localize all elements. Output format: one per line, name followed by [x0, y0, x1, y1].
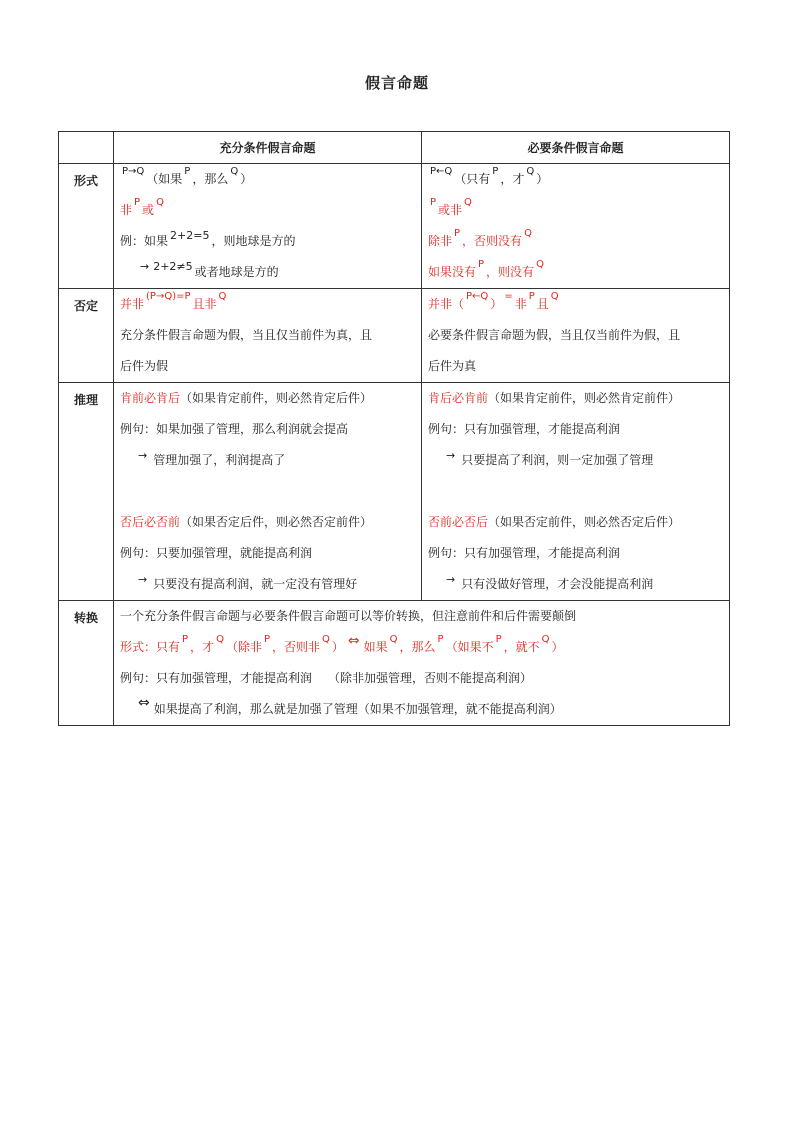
form-nec-line4 — [428, 257, 723, 288]
row-inference — [59, 383, 730, 601]
text: （如果肯定前件，则必然肯定后件） — [180, 391, 373, 405]
form-nec-line3 — [428, 226, 723, 257]
text: 形式：只有 — [120, 640, 181, 654]
var-q: Q — [541, 634, 550, 645]
formula: (P→Q)=P — [146, 291, 191, 302]
rule: 肯前必肯后 — [120, 391, 181, 405]
row-negation — [59, 289, 730, 383]
var-p: P — [182, 634, 189, 645]
spacer — [120, 476, 415, 507]
text: ） — [240, 172, 253, 186]
header-row — [59, 132, 730, 164]
var-q: Q — [218, 291, 227, 302]
text: ） — [490, 297, 503, 311]
text: 如果没有 — [428, 265, 477, 279]
neg-necessary-cell — [422, 289, 730, 383]
neg-suf-line1 — [120, 289, 415, 320]
var-q: Q — [156, 197, 164, 208]
var-q: Q — [216, 634, 224, 645]
var-p: P — [454, 228, 461, 239]
text: ，就不 — [503, 640, 540, 654]
row-head-conversion: 转换 — [59, 601, 114, 726]
inf-suf-line3 — [120, 445, 415, 476]
neg-nec-line3: 后件为真 — [428, 359, 477, 373]
conv-line4 — [120, 694, 723, 725]
text: ，则地球是方的 — [211, 234, 296, 248]
inf-suf-line1 — [120, 383, 415, 414]
var-p: P — [430, 197, 437, 208]
formula: 2+2=5 — [170, 229, 210, 242]
form-suf-line4 — [120, 257, 415, 288]
row-head-negation: 否定 — [59, 289, 114, 383]
arrow-icon: → — [140, 260, 150, 273]
inf-nec-line2: 例句：只有加强管理，才能提高利润 — [428, 422, 621, 436]
text: 非 — [514, 297, 527, 311]
text: ，否则没有 — [462, 234, 523, 248]
inf-sufficient-cell — [114, 383, 422, 601]
inf-nec-line1 — [428, 383, 723, 414]
formula: P←Q — [430, 166, 453, 177]
page-title: 假言命题 — [364, 74, 429, 92]
var-p: P — [478, 259, 485, 270]
conv-line2 — [120, 632, 723, 663]
text: ） — [536, 172, 549, 186]
header-necessary: 必要条件假言命题 — [422, 132, 730, 164]
text: （除非加强管理，否则不能提高利润） — [328, 671, 533, 685]
hypothetical-proposition-table — [58, 131, 730, 726]
formula: P→Q — [122, 166, 145, 177]
inf-nec-line6: 例句：只有加强管理，才能提高利润 — [428, 546, 621, 560]
form-suf-line1 — [120, 164, 415, 195]
var-q: Q — [550, 291, 559, 302]
var-q: Q — [322, 634, 330, 645]
text: （如果不 — [445, 640, 494, 654]
form-suf-line3 — [120, 226, 415, 257]
rule: 否后必否前 — [120, 515, 181, 529]
neg-sufficient-cell — [114, 289, 422, 383]
neg-suf-line2: 充分条件假言命题为假，当且仅当前件为真，且 — [120, 328, 373, 342]
arrow-icon: → — [446, 449, 456, 462]
formula: P←Q — [466, 291, 489, 302]
text: ） — [331, 640, 344, 654]
var-q: Q — [230, 166, 239, 177]
inf-suf-line6: 例句：只要加强管理，就能提高利润 — [120, 546, 313, 560]
text: 如果提高了利润，那么就是加强了管理（如果不加强管理，就不能提高利润） — [153, 702, 562, 716]
inf-nec-line3 — [428, 445, 723, 476]
inf-suf-line5 — [120, 507, 415, 538]
text: ，才 — [500, 172, 525, 186]
text: （如果肯定前件，则必然肯定前件） — [488, 391, 681, 405]
equivalence-icon: ⇔ — [347, 633, 360, 649]
form-nec-line1 — [428, 164, 723, 195]
inf-nec-line5 — [428, 507, 723, 538]
text: ，否则非 — [271, 640, 320, 654]
text: 且 — [536, 297, 549, 311]
var-p: P — [492, 166, 499, 177]
text: 例句：只有加强管理，才能提高利润 — [120, 671, 313, 685]
row-head-inference: 推理 — [59, 383, 114, 601]
formula: 2+2≠5 — [153, 260, 193, 273]
var-q: Q — [526, 166, 535, 177]
text: ） — [551, 640, 564, 654]
neg-nec-line2: 必要条件假言命题为假，当且仅当前件为假，且 — [428, 328, 681, 342]
text: 管理加强了，利润提高了 — [153, 453, 286, 467]
var-q: Q — [389, 634, 398, 645]
conversion-cell — [114, 601, 730, 726]
text: 并非（ — [428, 297, 465, 311]
text: 除非 — [428, 234, 453, 248]
corner-cell — [59, 132, 114, 164]
arrow-icon: → — [138, 573, 148, 586]
text: 并非 — [120, 297, 145, 311]
conv-line3 — [120, 663, 723, 694]
text: （除非 — [225, 640, 262, 654]
inf-suf-line7 — [120, 569, 415, 600]
text: （只有 — [454, 172, 491, 186]
text: （如果 — [146, 172, 183, 186]
text: 只要没有提高利润，就一定没有管理好 — [153, 577, 358, 591]
equals: = — [504, 291, 513, 302]
text: （如果否定后件，则必然否定前件） — [180, 515, 373, 529]
form-suf-line2 — [120, 195, 415, 226]
text: ，那么 — [192, 172, 229, 186]
var-p: P — [437, 634, 444, 645]
var-q: Q — [464, 197, 472, 208]
rule: 肯后必肯前 — [428, 391, 489, 405]
row-conversion — [59, 601, 730, 726]
text: 或 — [142, 203, 155, 217]
text: 只要提高了利润，则一定加强了管理 — [461, 453, 654, 467]
var-p: P — [528, 291, 535, 302]
var-q: Q — [524, 228, 532, 239]
text: （如果否定前件，则必然否定后件） — [488, 515, 681, 529]
text: ，才 — [190, 640, 215, 654]
conv-line1: 一个充分条件假言命题与必要条件假言命题可以等价转换，但注意前件和后件需要颠倒 — [120, 609, 577, 623]
inf-necessary-cell — [422, 383, 730, 601]
equivalence-icon: ⇔ — [138, 695, 150, 711]
form-nec-line2 — [428, 195, 723, 226]
text: 非 — [120, 203, 133, 217]
rule: 否前必否后 — [428, 515, 489, 529]
neg-suf-line3: 后件为假 — [120, 359, 169, 373]
text: 或者地球是方的 — [194, 265, 279, 279]
arrow-icon: → — [446, 573, 456, 586]
text: 如果 — [363, 640, 388, 654]
var-p: P — [134, 197, 141, 208]
text: 例：如果 — [120, 234, 169, 248]
row-head-form: 形式 — [59, 164, 114, 289]
inf-suf-line2: 例句：如果加强了管理，那么利润就会提高 — [120, 422, 349, 436]
var-p: P — [495, 634, 502, 645]
text: 或非 — [438, 203, 463, 217]
text: 且非 — [192, 297, 217, 311]
spacer — [428, 476, 723, 507]
text: ，那么 — [399, 640, 436, 654]
header-sufficient: 充分条件假言命题 — [114, 132, 422, 164]
arrow-icon: → — [138, 449, 148, 462]
text: 只有没做好管理，才会没能提高利润 — [461, 577, 654, 591]
form-necessary-cell — [422, 164, 730, 289]
inf-nec-line7 — [428, 569, 723, 600]
neg-nec-line1 — [428, 289, 723, 320]
form-sufficient-cell — [114, 164, 422, 289]
row-form — [59, 164, 730, 289]
var-p: P — [184, 166, 191, 177]
var-q: Q — [536, 259, 544, 270]
var-p: P — [263, 634, 270, 645]
text: ，则没有 — [486, 265, 535, 279]
